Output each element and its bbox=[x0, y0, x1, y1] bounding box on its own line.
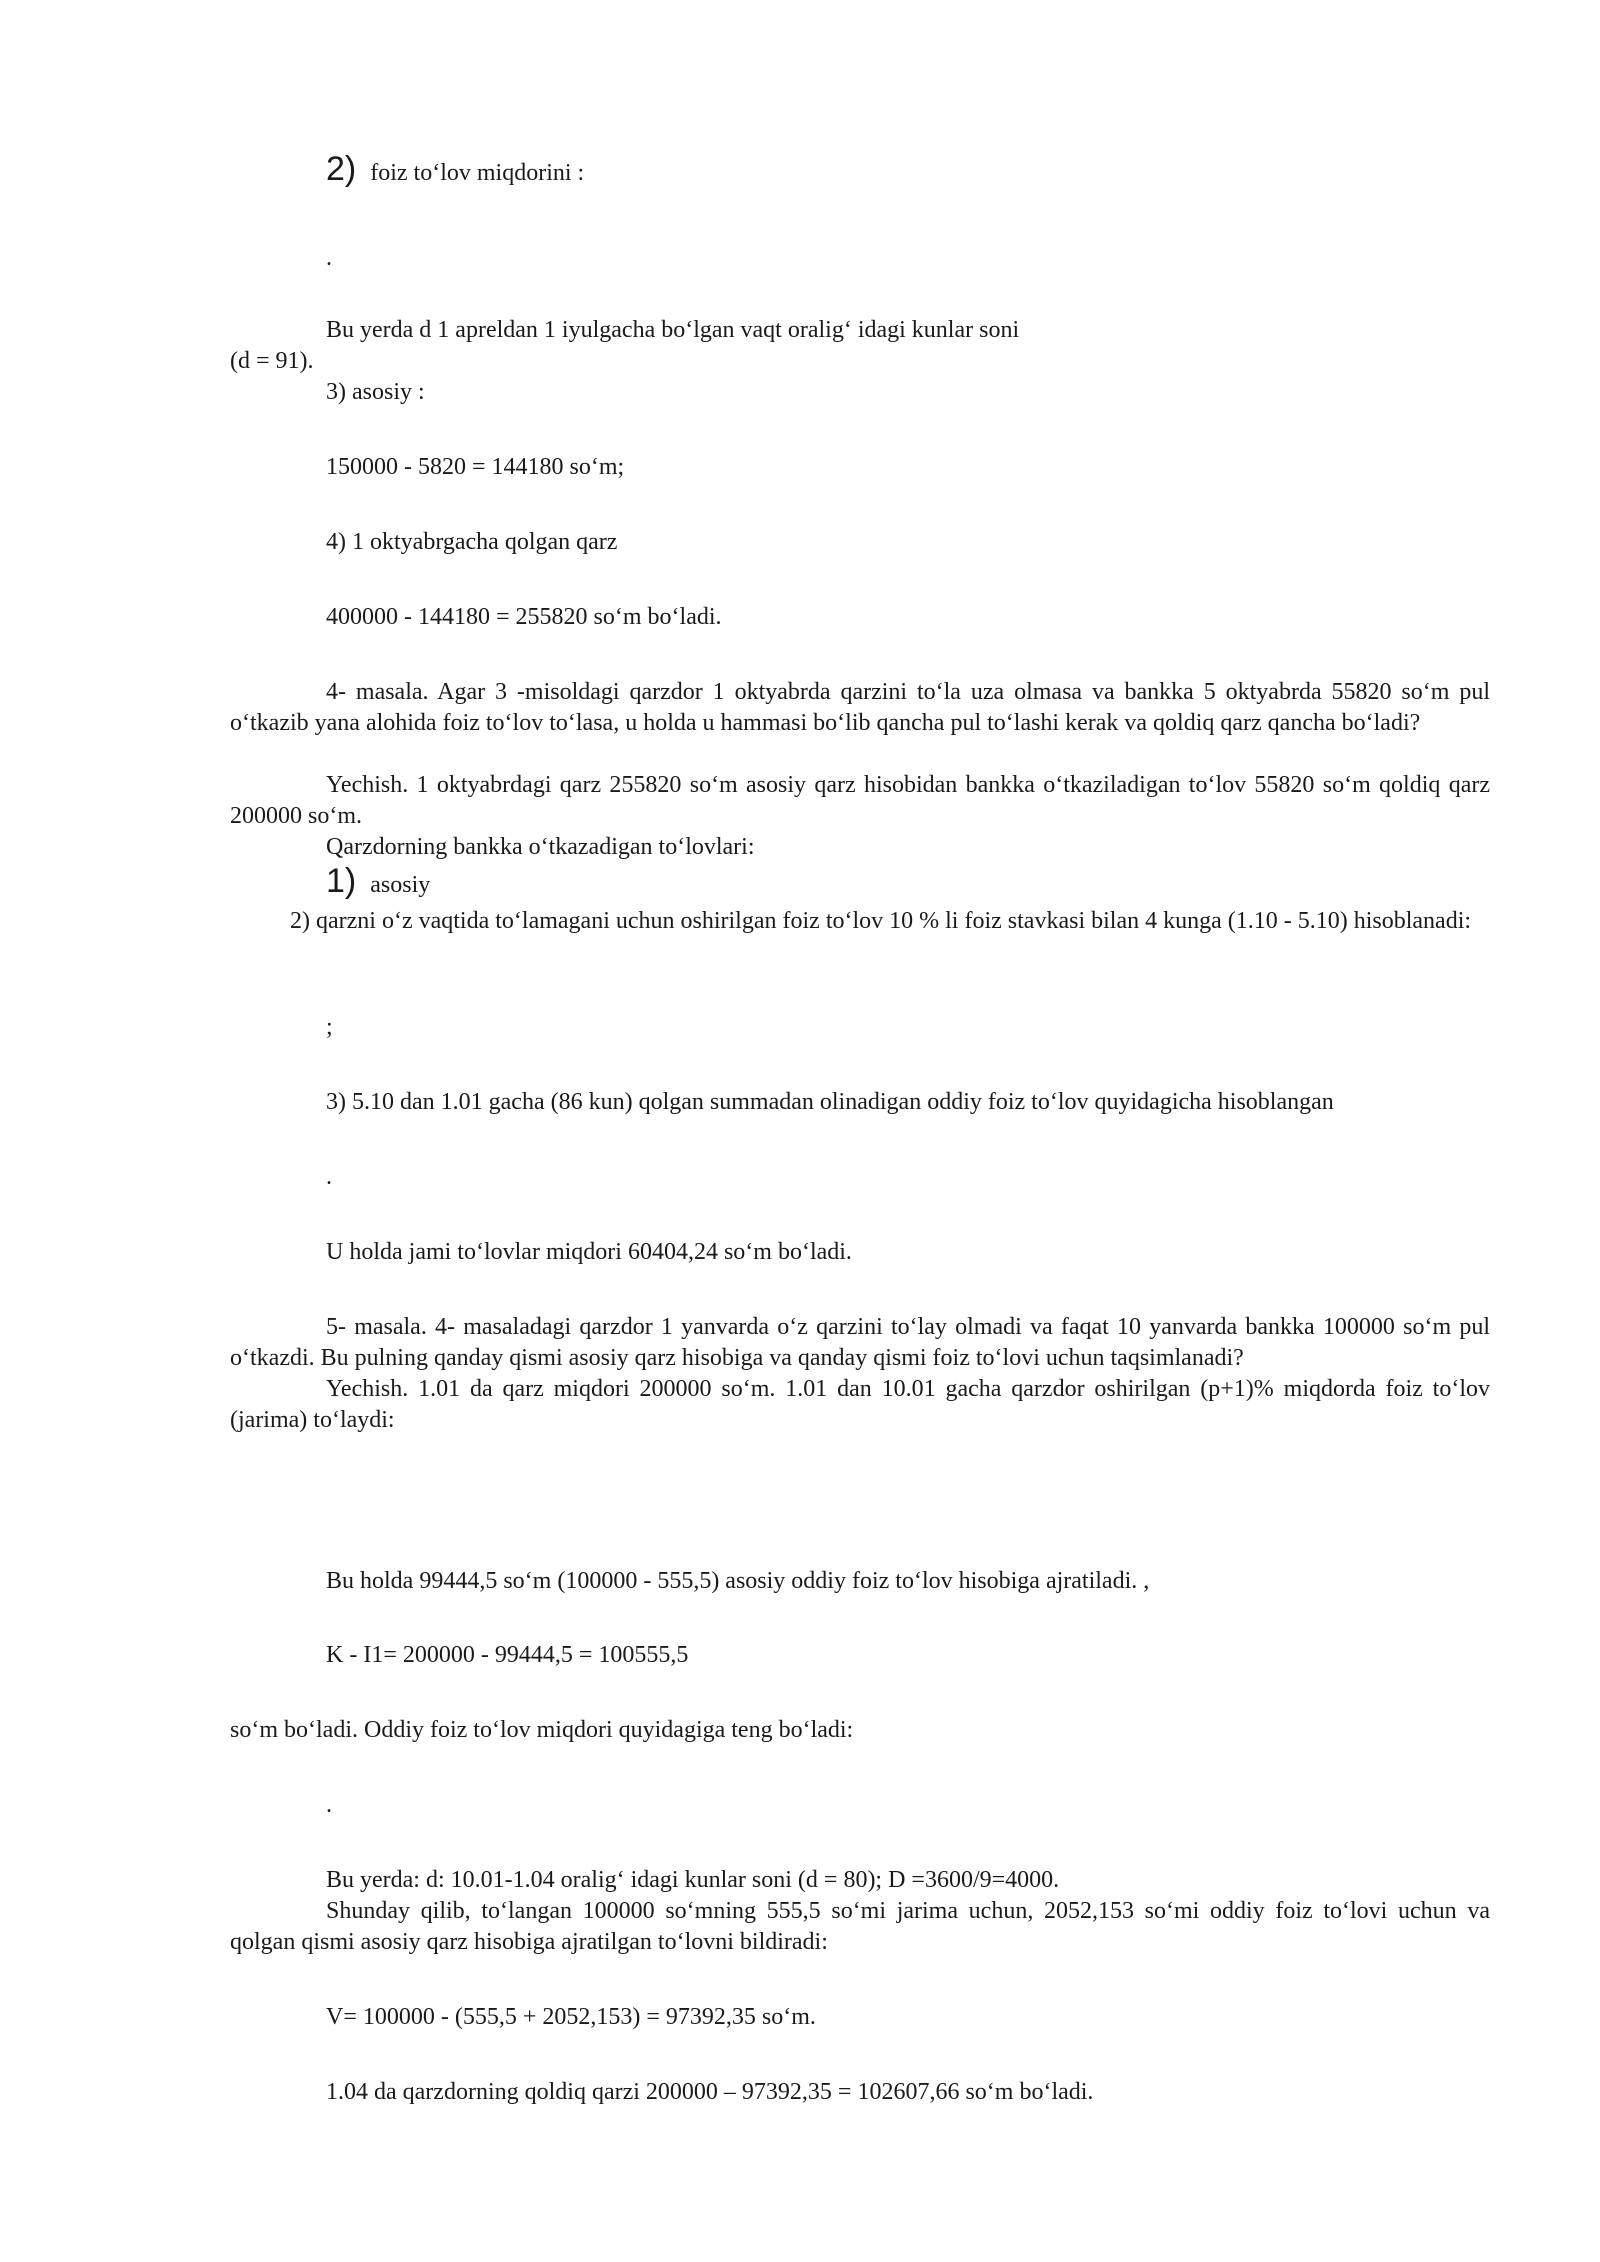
equation-line: 150000 - 5820 = 144180 so‘m; bbox=[326, 454, 625, 480]
text-line: 4) 1 oktyabrgacha qolgan qarz bbox=[326, 529, 618, 555]
text-line: (d = 91). bbox=[230, 348, 314, 374]
text-line: 3) asosiy : bbox=[326, 379, 425, 405]
equation-line: V= 100000 - (555,5 + 2052,153) = 97392,35 so‘m. bbox=[326, 2004, 816, 2030]
text-line: 1.04 da qarzdorning qoldiq qarzi 200000 – 97392,35 = 102607,66 so‘m bo‘ladi. bbox=[326, 2079, 1094, 2105]
text-paragraph: Shunday qilib, to‘langan 100000 so‘mning 555,5 so‘mi jarima uchun, 2052,153 so‘mi oddiy foiz to‘lovi uchun va qolgan qismi asosiy qarz hisobiga ajratilgan to‘lovni bildiradi: bbox=[230, 1898, 1490, 1955]
text-line: Qarzdorning bankka o‘tkazadigan to‘lovlari: bbox=[326, 834, 755, 860]
formula-placeholder: . bbox=[326, 1792, 332, 1818]
text-line: Bu yerda: d: 10.01-1.04 oralig‘ idagi kunlar soni (d = 80); D =3600/9=4000. bbox=[326, 1867, 1060, 1893]
item-2-line bbox=[326, 150, 585, 189]
text-line: Bu yerda d 1 apreldan 1 iyulgacha bo‘lgan vaqt oralig‘ idagi kunlar soni bbox=[326, 317, 1020, 343]
formula-placeholder: . bbox=[326, 245, 332, 271]
text-line: so‘m bo‘ladi. Oddiy foiz to‘lov miqdori quyidagiga teng bo‘ladi: bbox=[230, 1717, 854, 1743]
text-line: 3) 5.10 dan 1.01 gacha (86 kun) qolgan summadan olinadigan oddiy foiz to‘lov quyidagicha hisoblangan bbox=[326, 1089, 1334, 1115]
equation-line: K - I1= 200000 - 99444,5 = 100555,5 bbox=[326, 1642, 689, 1668]
formula-placeholder: . bbox=[326, 1164, 332, 1190]
item-1-line bbox=[326, 862, 431, 901]
text-line: U holda jami to‘lovlar miqdori 60404,24 so‘m bo‘ladi. bbox=[326, 1239, 852, 1265]
item-number: 2) bbox=[326, 150, 357, 188]
solution-paragraph: Yechish. 1.01 da qarz miqdori 200000 so‘m. 1.01 dan 10.01 gacha qarzdor oshirilgan (p+1)% miqdorda foiz to‘lov (jarima) to‘laydi: bbox=[230, 1376, 1490, 1433]
equation-line: 400000 - 144180 = 255820 so‘m bo‘ladi. bbox=[326, 604, 722, 630]
item-text: asosiy bbox=[370, 872, 431, 898]
item-text: foiz to‘lov miqdorini : bbox=[370, 160, 585, 186]
problem-paragraph: 5- masala. 4- masaladagi qarzdor 1 yanvarda o‘z qarzini to‘lay olmadi va faqat 10 yanvarda bankka 100000 so‘m pul o‘tkazdi. Bu pulning qanday qismi asosiy qarz hisobiga va qanday qismi foiz to‘lovi uchun taqsimlanadi? bbox=[230, 1314, 1490, 1371]
problem-paragraph: 4- masala. Agar 3 -misoldagi qarzdor 1 oktyabrda qarzini to‘la uza olmasa va bankka 5 oktyabrda 55820 so‘m pul o‘tkazib yana alohida foiz to‘lov to‘lasa, u holda u hammasi bo‘lib qancha pul to‘lashi kerak va qoldiq qarz qancha bo‘ladi? bbox=[230, 679, 1490, 736]
text-line: Bu holda 99444,5 so‘m (100000 - 555,5) asosiy oddiy foiz to‘lov hisobiga ajratiladi. , bbox=[326, 1568, 1150, 1594]
formula-placeholder: ; bbox=[326, 1014, 333, 1040]
item-number: 1) bbox=[326, 862, 357, 900]
solution-paragraph: Yechish. 1 oktyabrdagi qarz 255820 so‘m asosiy qarz hisobidan bankka o‘tkaziladigan to‘lov 55820 so‘m qoldiq qarz 200000 so‘m. bbox=[230, 772, 1490, 829]
text-paragraph: 2) qarzni o‘z vaqtida to‘lamagani uchun oshirilgan foiz to‘lov 10 % li foiz stavkasi bilan 4 kunga (1.10 - 5.10) hisoblanadi: bbox=[290, 908, 1472, 934]
